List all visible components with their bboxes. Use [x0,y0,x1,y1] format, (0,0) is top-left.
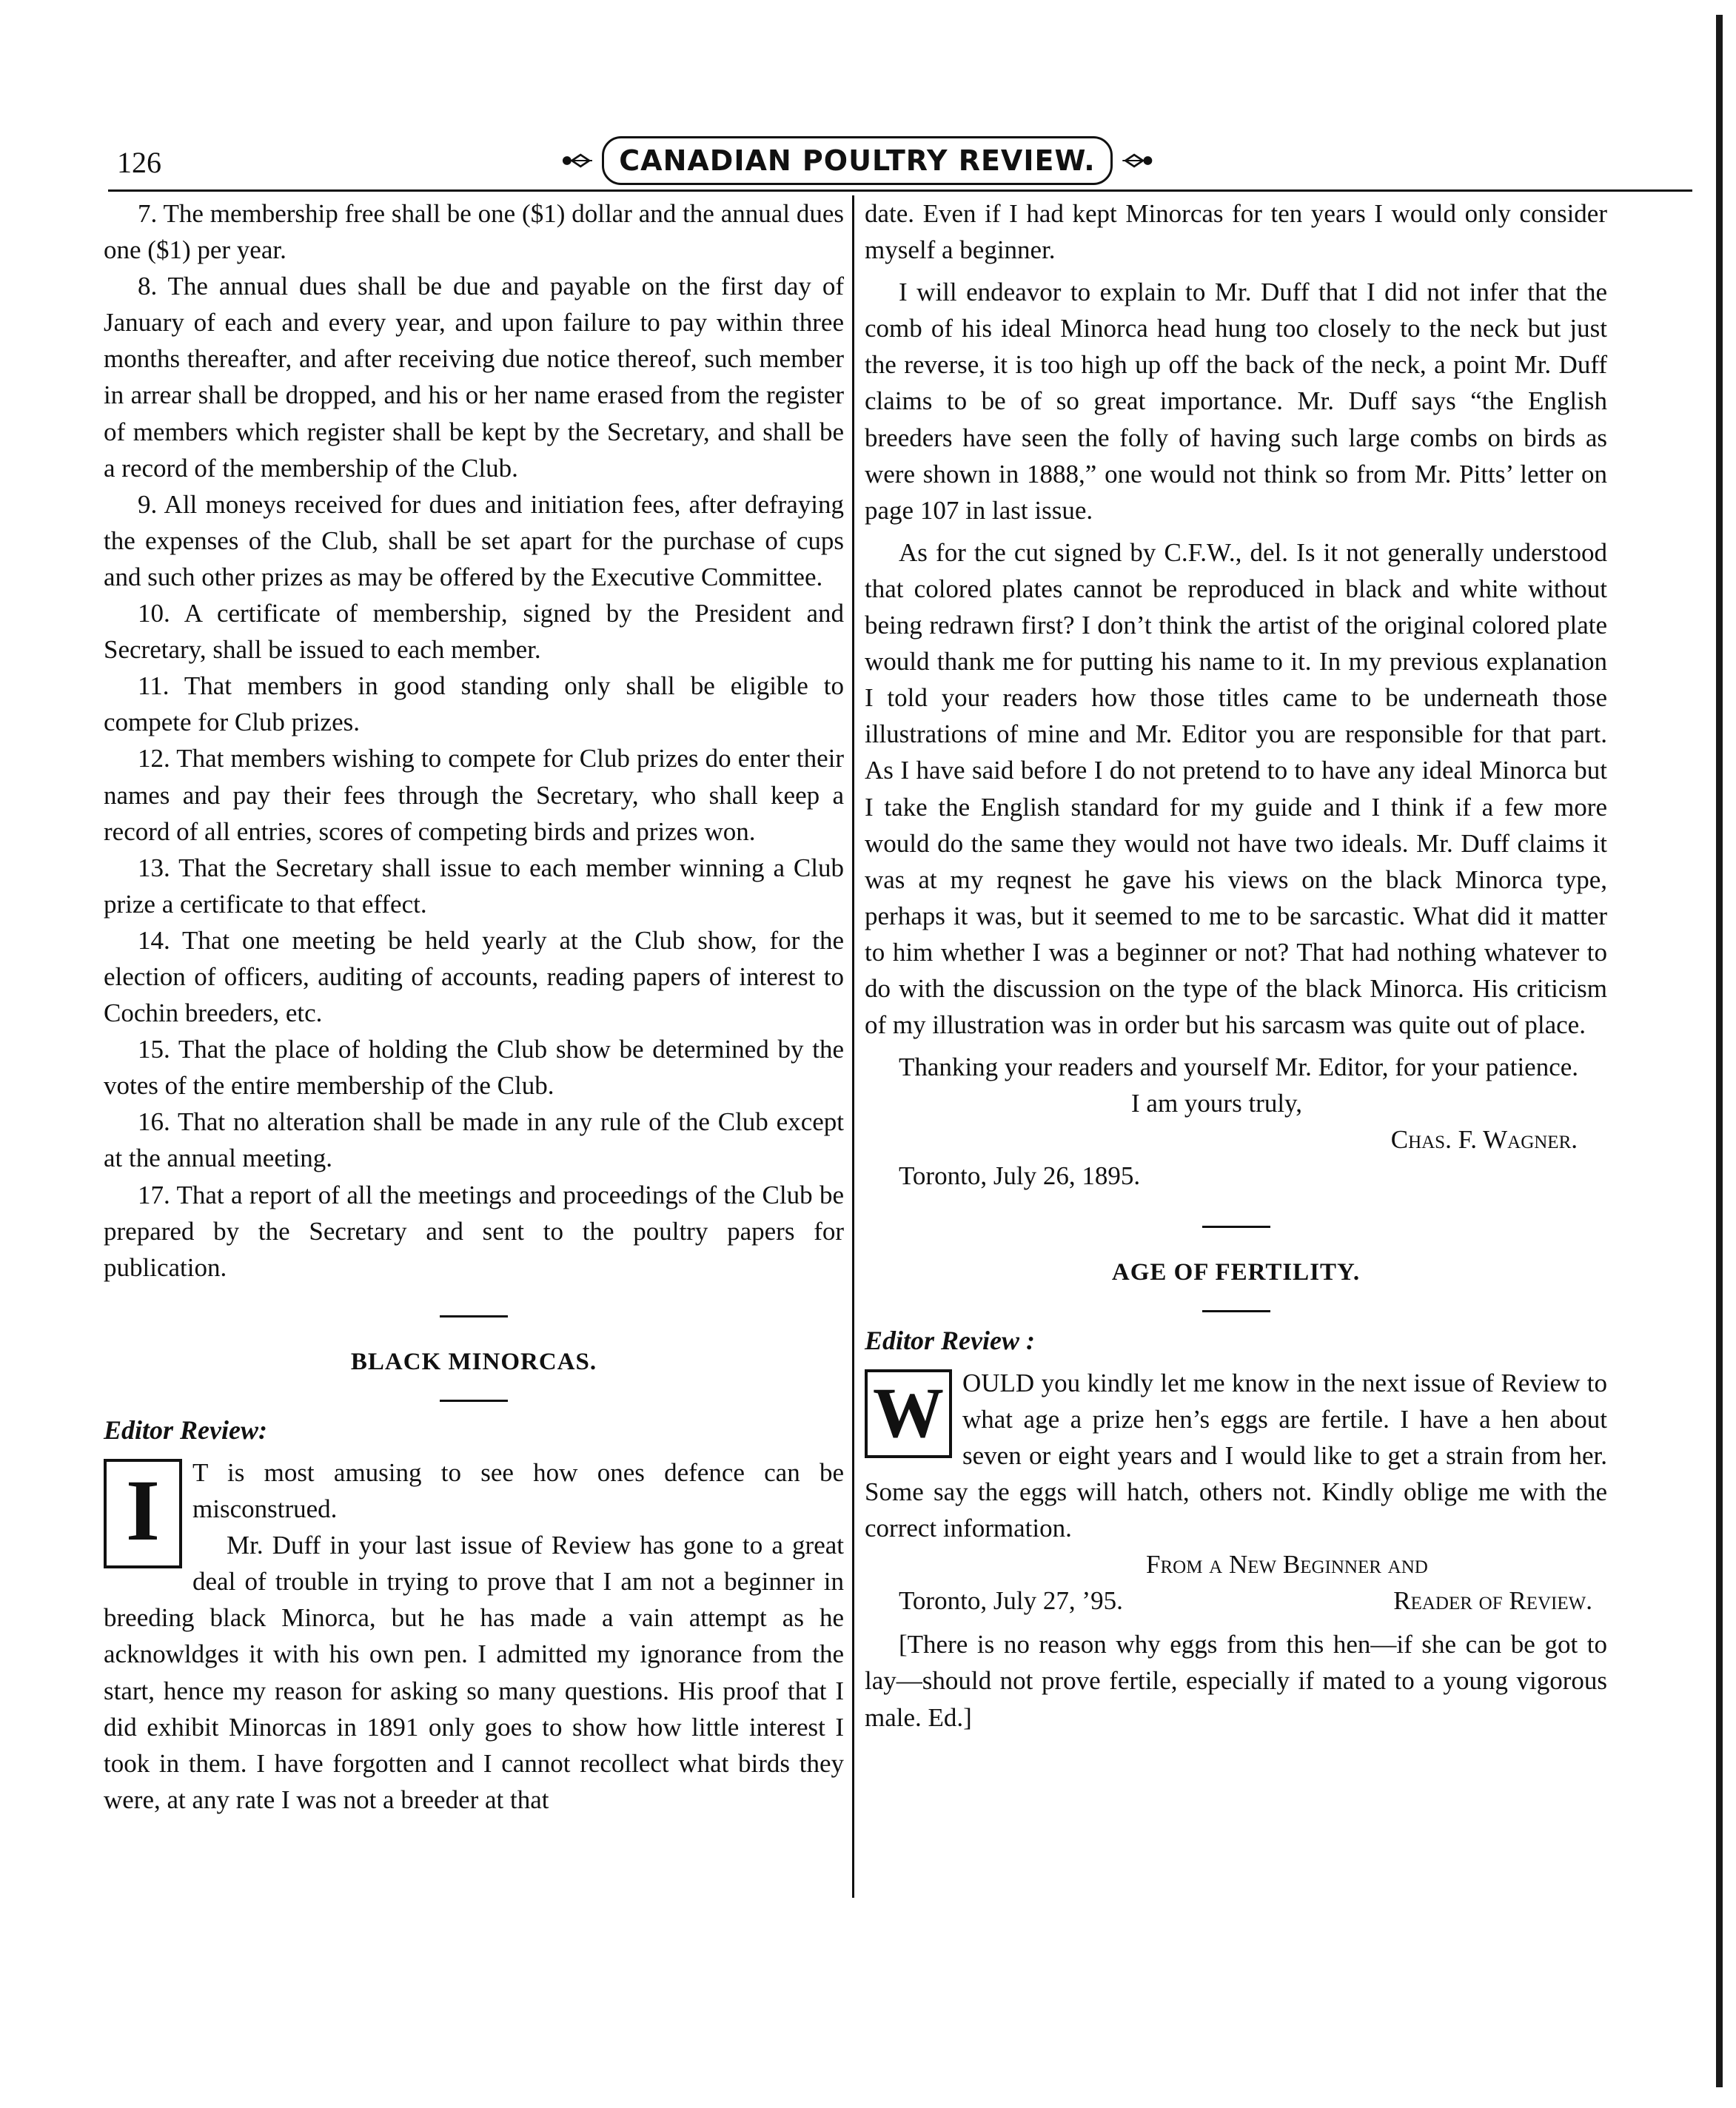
article-body [865,1365,1607,1736]
signoff-reader: Reader of Review. [1393,1586,1592,1616]
editor-note: [There is no reason why eggs from this hen—if she can be got to lay—should not prove fertile, especially if mated to a young vigorous male. Ed.] [865,1630,1607,1732]
drop-cap: W [865,1369,952,1458]
rule-7: 7. The membership free shall be one ($1) dollar and the annual dues one ($1) per year. [104,199,844,265]
signoff-row [865,1582,1607,1619]
rule-8: 8. The annual dues shall be due and payable on the first day of January of each and every year, and upon failure to pay within three months thereafter, and after receiving due notice thereof, such member in arrear shall be dropped, and his or her name erased from the register of members which register shall be kept by the Secretary, and shall be a record of the membership of the Club. [104,272,844,483]
article-title-age-of-fertility: AGE OF FERTILITY. [1111,1258,1361,1286]
page-edge-bar [1716,15,1723,2087]
body-paragraph: I will endeavor to explain to Mr. Duff that I did not infer that the comb of his ideal Minorca head hung too closely to the neck but just the reverse, it is too high up off the back of the neck, a point Mr. Duff claims to be of so great importance. Mr. Duff says “the English breeders have seen the folly of having such large combs on birds as were shown in 1888,” one would not think so from Mr. Pitts’ letter on page 107 in last issue. [865,278,1607,525]
rule-12: 12. That members wishing to compete for Club prizes do enter their names and pay their fees through the Secretary, who shall keep a record of all entries, scores of competing birds and prizes won. [104,744,844,846]
letter-signature: Chas. F. Wagner. [1390,1125,1578,1155]
rule-13: 13. That the Secretary shall issue to each member winning a Club prize a certificate to that effect. [104,853,844,919]
drop-cap: I [104,1459,182,1568]
salutation: Editor Review : [865,1325,1035,1355]
section-divider [1202,1310,1270,1312]
salutation: Editor Review: [104,1414,267,1445]
opening-line: T is most amusing to see how ones defence can be misconstrued. [192,1458,844,1524]
left-column [104,195,844,1818]
continuation-paragraph: date. Even if I had kept Minorcas for ten years I would only consider myself a beginner. [865,199,1607,265]
rule-17: 17. That a report of all the meetings and proceedings of the Club be prepared by the Secretary and sent to the poultry papers for publication. [104,1180,844,1282]
section-divider [440,1400,508,1402]
rule-15: 15. That the place of holding the Club show be determined by the votes of the entire membership of the Club. [104,1035,844,1101]
header-rule [108,189,1692,192]
page-number: 126 [117,146,161,179]
rule-14: 14. That one meeting be held yearly at the Club show, for the election of officers, auditing of accounts, reading papers of interest to Cochin breeders, etc. [104,925,844,1028]
article-title-black-minorcas: BLACK MINORCAS. [350,1348,597,1375]
letter-closing: I am yours truly, [1131,1089,1303,1118]
body-paragraph: As for the cut signed by C.F.W., del. Is it not generally understood that colored plates cannot be reproduced in black and white without being redrawn first? I don’t think the artist of the original colored plate would thank me for putting his name to it. In my previous explanation I told your readers how those titles came to be underneath those illustrations of mine and Mr. Editor you are responsible for that part. As I have said before I do not pretend to to have any ideal Minorca but I take the English standard for my guide and I think if a few more would do the same they would not have two ideals. Mr. Duff claims it was at my reqnest he gave his views on the black Minorca type, perhaps it was, but it seemed to me to be sarcastic. What did it matter to him whether I was a beginner or not? That had nothing whatever to do with the discussion on the type of the black Minorca. His criticism of my illustration was in order but his sarcasm was quite out of place. [865,537,1607,1040]
opening-paragraph: OULD you kindly let me know in the next issue of Review to what age a prize hen’s eggs are fertile. I have a hen about seven or eight years and I would like to get a strain from her. Some say the eggs will hatch, others not. Kindly oblige me with the correct information. [865,1368,1607,1543]
ornament-right-icon [1122,147,1153,174]
masthead-title: CANADIAN POULTRY REVIEW. [602,136,1112,185]
rule-11: 11. That members in good standing only shall be eligible to compete for Club prizes. [104,671,844,737]
ornament-left-icon [561,147,593,174]
letter-dateline: Toronto, July 26, 1895. [899,1161,1141,1191]
rule-16: 16. That no alteration shall be made in any rule of the Club except at the annual meeting. [104,1107,844,1173]
body-paragraph: Thanking your readers and yourself Mr. Editor, for your patience. [899,1053,1579,1082]
signoff-line: From a New Beginner and [1146,1550,1428,1580]
column-rule [852,195,854,1898]
rule-10: 10. A certificate of membership, signed by the President and Secretary, shall be issued to each member. [104,599,844,665]
rule-9: 9. All moneys received for dues and initiation fees, after defraying the expenses of the Club, shall be set apart for the purchase of cups and such other prizes as may be offered by the Executive Committee. [104,489,844,591]
section-divider [440,1315,508,1318]
masthead [561,133,1153,188]
article-body [104,1454,844,1818]
section-divider [1202,1226,1270,1228]
dateline-2: Toronto, July 27, ’95. [899,1586,1123,1616]
body-paragraph: Mr. Duff in your last issue of Review has gone to a great deal of trouble in trying to prove that I am not a beginner in breeding black Minorca, but he has made a vain attempt as he acknowldges it with his own pen. I admitted my ignorance from the start, hence my reason for asking so many questions. His proof that I did exhibit Minorcas in 1891 only goes to show how little interest I took in them. I have forgotten and I cannot recollect what birds they were, at any rate I was not a breeder at that [104,1531,844,1814]
right-column [865,195,1607,1736]
